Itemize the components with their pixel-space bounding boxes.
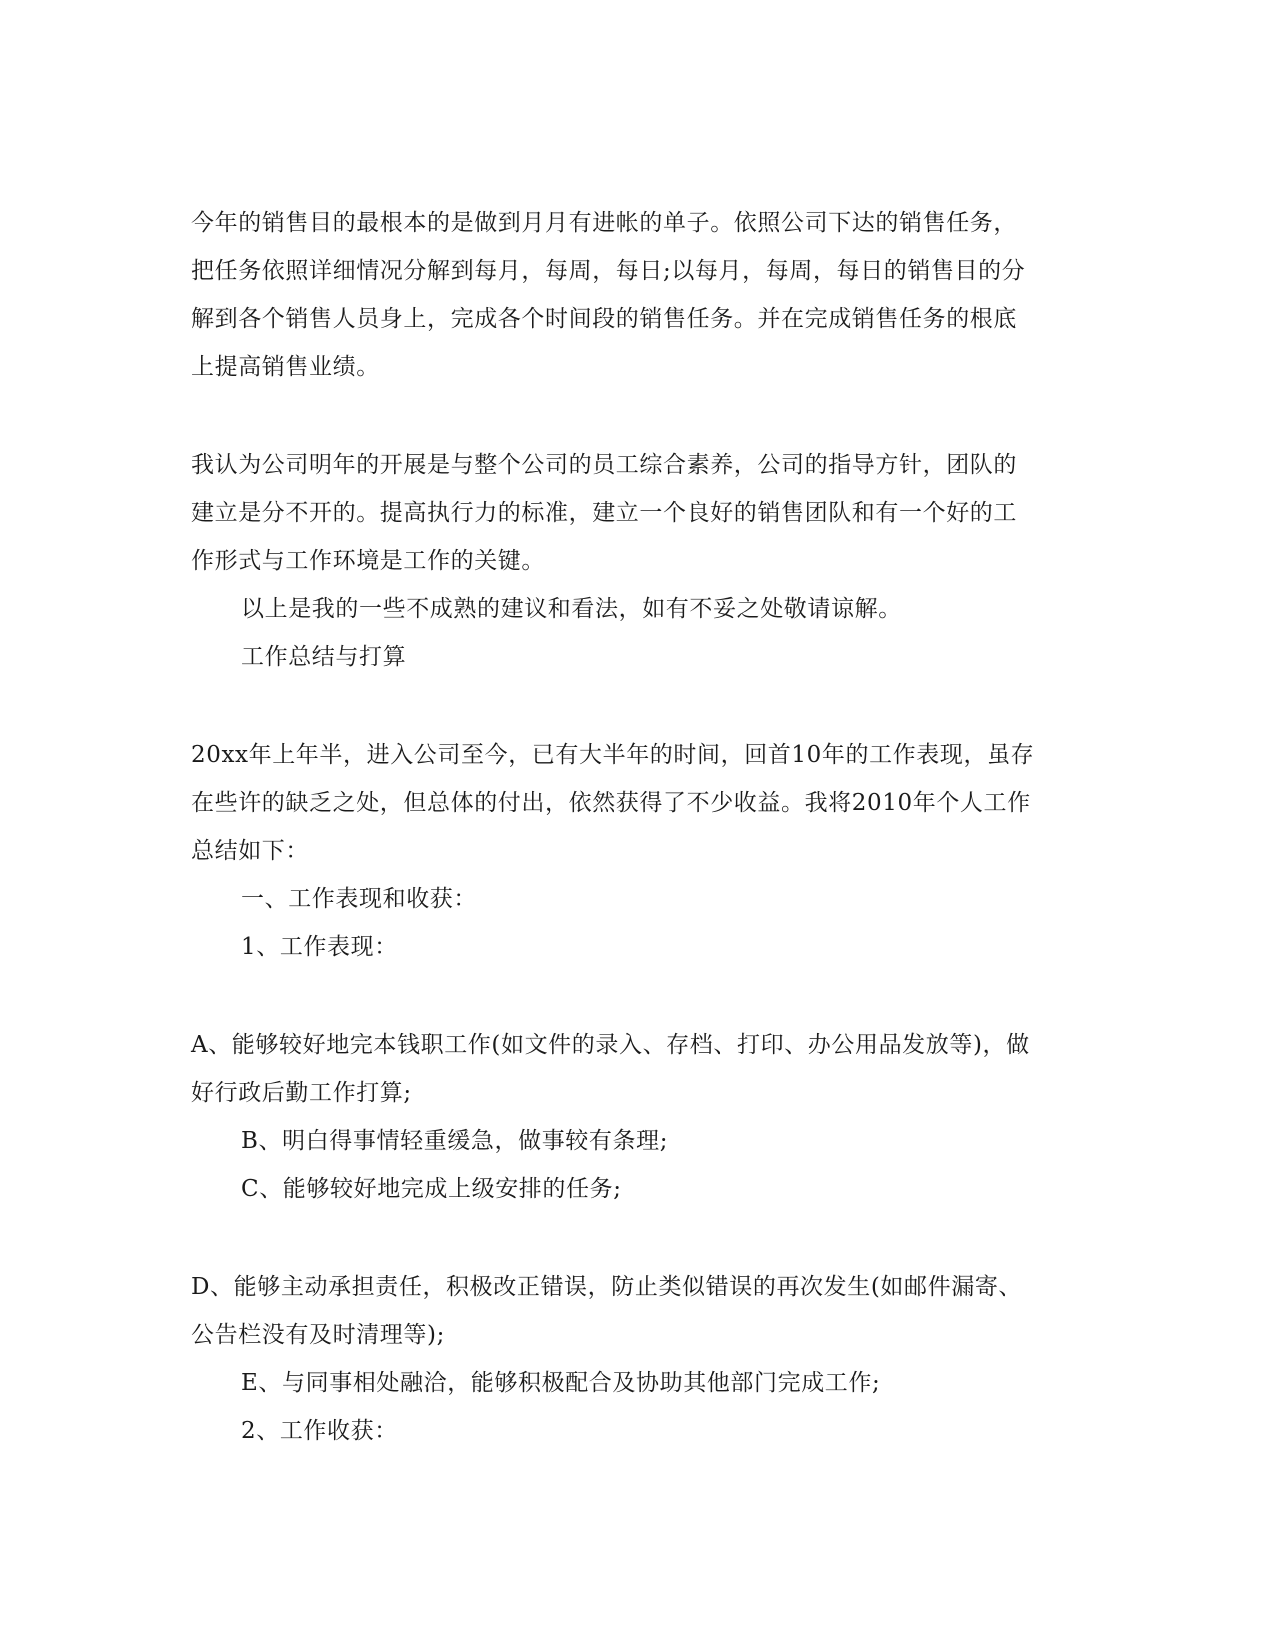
paragraph-line: 20xx年上年半，进入公司至今，已有大半年的时间，回首10年的工作表现，虽存 (191, 742, 1035, 768)
paragraph-line: 解到各个销售人员身上，完成各个时间段的销售任务。并在完成销售任务的根底 (191, 306, 1017, 332)
paragraph-line: 建立是分不开的。提高执行力的标准，建立一个良好的销售团队和有一个好的工 (191, 500, 1017, 526)
list-item: C、能够较好地完成上级安排的任务; (241, 1176, 622, 1202)
paragraph-line: 上提高销售业绩。 (191, 354, 380, 380)
paragraph-line: 在些许的缺乏之处，但总体的付出，依然获得了不少收益。我将2010年个人工作 (191, 790, 1031, 816)
paragraph-line: 把任务依照详细情况分解到每月，每周，每日;以每月，每周，每日的销售目的分 (191, 258, 1026, 284)
paragraph-line: 今年的销售目的最根本的是做到月月有进帐的单子。依照公司下达的销售任务， (191, 210, 1017, 236)
paragraph-line: 总结如下： (191, 838, 309, 864)
list-item: B、明白得事情轻重缓急，做事较有条理; (241, 1128, 669, 1154)
list-item: 好行政后勤工作打算; (191, 1080, 412, 1106)
list-item: D、能够主动承担责任，积极改正错误，防止类似错误的再次发生(如邮件漏寄、 (191, 1274, 1023, 1300)
section-title: 工作总结与打算 (241, 644, 407, 670)
list-item: A、能够较好地完本钱职工作(如文件的录入、存档、打印、办公用品发放等)，做 (191, 1032, 1030, 1058)
paragraph-line: 作形式与工作环境是工作的关键。 (191, 548, 545, 574)
heading-line: 2、工作收获： (241, 1418, 398, 1444)
list-item: 公告栏没有及时清理等); (191, 1322, 445, 1348)
list-item: E、与同事相处融洽，能够积极配合及协助其他部门完成工作; (241, 1370, 881, 1396)
paragraph-line: 我认为公司明年的开展是与整个公司的员工综合素养，公司的指导方针，团队的 (191, 452, 1017, 478)
heading-line: 1、工作表现： (241, 934, 398, 960)
heading-line: 一、工作表现和收获： (241, 886, 477, 912)
paragraph-line: 以上是我的一些不成熟的建议和看法，如有不妥之处敬请谅解。 (241, 596, 902, 622)
